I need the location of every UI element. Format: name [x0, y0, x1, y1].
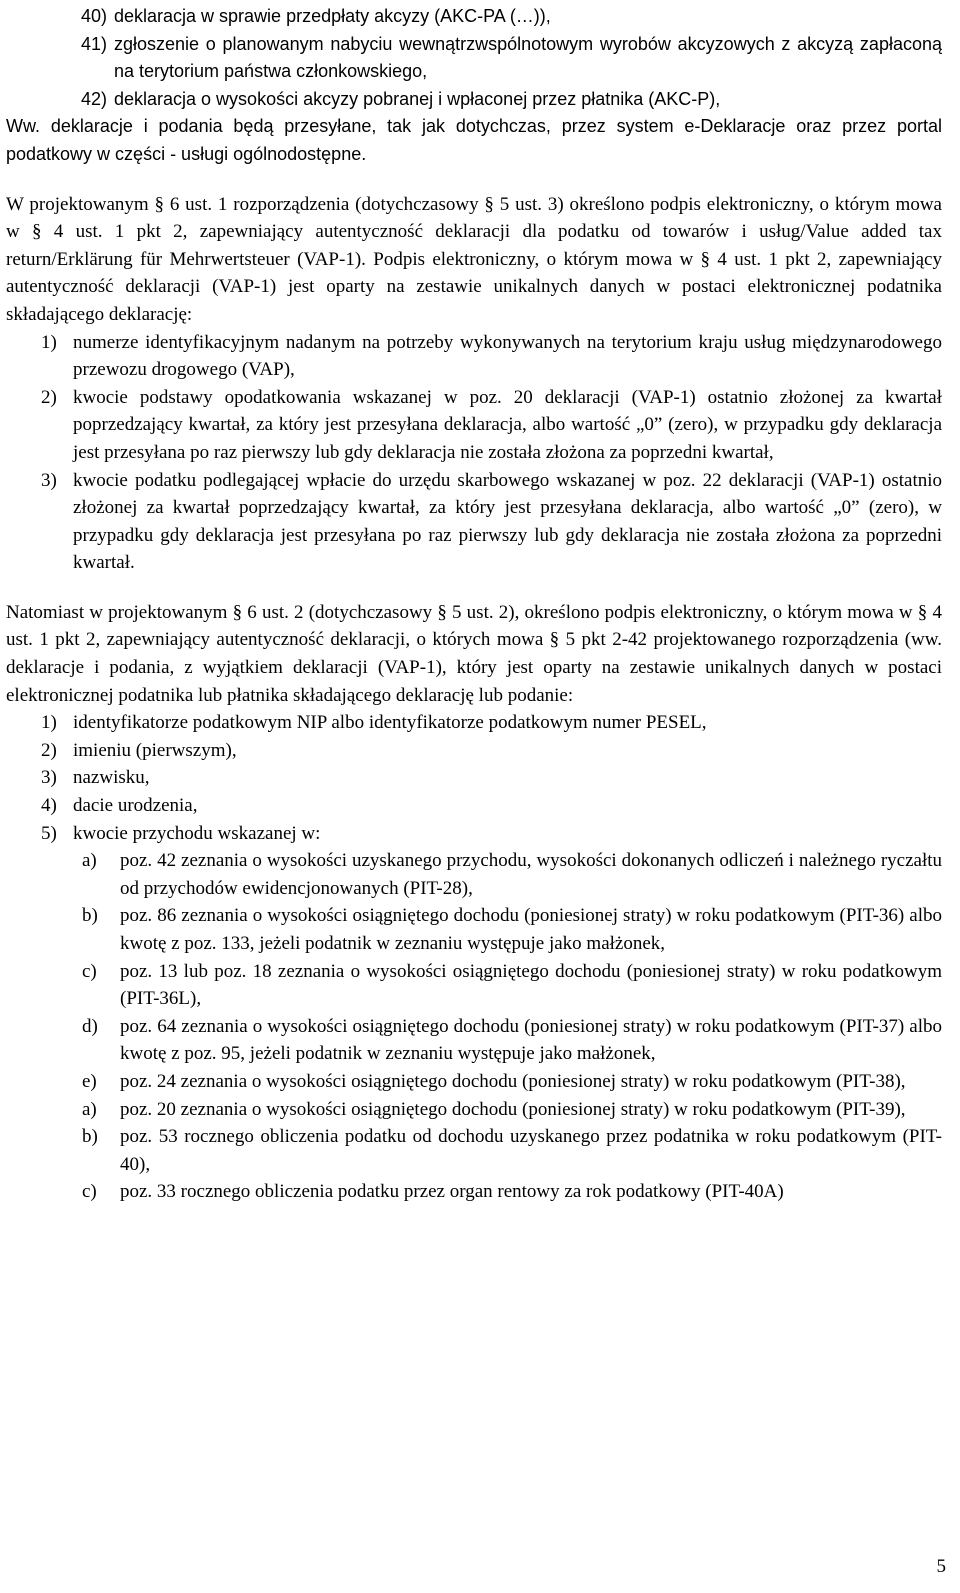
sub-list-item-letter: a): [82, 1098, 97, 1120]
list-item-number: 3): [41, 469, 57, 491]
list-item-text: deklaracja o wysokości akcyzy pobranej i wpłaconej przez płatnika (AKC-P),: [114, 88, 721, 109]
sub-list-item-text: poz. 42 zeznania o wysokości uzyskanego przychodu, wysokości dokonanych odliczeń i należnego ryczałtu od przychodów ewidencjonowanych (PIT-28),: [120, 850, 942, 899]
list-item-text: kwocie podstawy opodatkowania wskazanej w poz. 20 deklaracji (VAP-1) ostatnio złożonej za kwartał poprzedzający kwartał, za który jest przesyłana deklaracja, albo wartość „0” (zero), w przypadku gdy deklaracja jest przesyłana po raz pierwszy lub gdy deklaracja nie została złożona za poprzedni kwartał,: [73, 386, 942, 463]
list-item-number: 42): [81, 88, 108, 109]
list-item: [41, 384, 942, 467]
sub-list-item-text: poz. 53 rocznego obliczenia podatku od dochodu uzyskanego przez podatnika w roku podatkowym (PIT-40),: [120, 1126, 942, 1175]
list-item-number: 5): [41, 822, 57, 844]
sub-list-item-text: poz. 20 zeznania o wysokości osiągniętego dochodu (poniesionej straty) w roku podatkowym (PIT-39),: [120, 1098, 906, 1120]
sub-list-item-letter: e): [82, 1070, 97, 1092]
list-item-number: 1): [41, 712, 57, 734]
sub-list-item-text: poz. 64 zeznania o wysokości osiągniętego dochodu (poniesionej straty) w roku podatkowym (PIT-37) albo kwotę z poz. 95, jeżeli podatnik w zeznaniu występuje jako małżonek,: [120, 1015, 942, 1065]
sub-list-item-letter: d): [82, 1015, 98, 1037]
list-item: [81, 86, 942, 114]
list-item-text: zgłoszenie o planowanym nabyciu wewnątrzwspólnotowym wyrobów akcyzowych z akcyzą zapłaconą na terytorium państwa członkowskiego,: [114, 33, 942, 82]
list-item-number: 4): [41, 795, 57, 817]
sub-list-item-text: poz. 13 lub poz. 18 zeznania o wysokości osiągniętego dochodu (poniesionej straty) w roku podatkowym (PIT-36L),: [120, 960, 942, 1010]
sub-list-item: [82, 1013, 942, 1068]
list-item-number: 2): [41, 739, 57, 761]
list-item: [41, 467, 942, 577]
sub-list-item: [82, 1068, 942, 1096]
sub-list-item-letter: c): [82, 1181, 97, 1203]
sub-list-item-text: poz. 24 zeznania o wysokości osiągniętego dochodu (poniesionej straty) w roku podatkowym (PIT-38),: [120, 1070, 906, 1092]
list-item-text: identyfikatorze podatkowym NIP albo identyfikatorze podatkowym numer PESEL,: [73, 712, 707, 734]
list-item: [41, 764, 942, 792]
list-item-text: nazwisku,: [73, 767, 150, 789]
list-item-number: 3): [41, 767, 57, 789]
sub-list-item: [82, 958, 942, 1013]
list-item-number: 2): [41, 386, 57, 408]
page-content: [6, 3, 942, 1206]
sub-list-item-letter: a): [82, 850, 97, 872]
list-item: [81, 3, 942, 31]
list-item-text: imieniu (pierwszym),: [73, 739, 237, 761]
sub-list-item-letter: b): [82, 1126, 98, 1148]
list-item-text: numerze identyfikacyjnym nadanym na potrzeby wykonywanych na terytorium kraju usług międzynarodowego przewozu drogowego (VAP),: [73, 331, 942, 381]
list-item: [41, 820, 942, 848]
list-item-text: kwocie przychodu wskazanej w:: [73, 822, 321, 844]
sub-list-item-letter: b): [82, 905, 98, 927]
list-item-number: 41): [81, 33, 108, 54]
list-item: [41, 709, 942, 737]
list-item: [41, 737, 942, 765]
sub-list-item: [82, 1096, 942, 1124]
list-item-number: 40): [81, 6, 108, 26]
list-item: [41, 792, 942, 820]
section2-paragraph: Natomiast w projektowanym § 6 ust. 2 (dotychczasowy § 5 ust. 2), określono podpis elektroniczny, o którym mowa w § 4 ust. 1 pkt 2, zapewniający autentyczność deklaracji, o których mowa § 5 pkt 2-42 projektowanego rozporządzenia (ww. deklaracje i podania, z wyjątkiem deklaracji (VAP-1), który jest oparty na zestawie unikalnych danych w postaci elektronicznej podatnika lub płatnika składającego deklarację lub podanie:: [6, 601, 942, 706]
list-item-text: dacie urodzenia,: [73, 795, 198, 817]
list-item-text: kwocie podatku podlegającej wpłacie do urzędu skarbowego wskazanej w poz. 22 deklaracji (VAP-1) ostatnio złożonej za kwartał poprzedzający kwartał, za który jest przesyłana deklaracja, albo wartość „0” (zero), w przypadku gdy deklaracja jest przesyłana po raz pierwszy lub gdy deklaracja nie została złożona za poprzedni kwartał.: [73, 469, 942, 574]
sub-list-item: [82, 847, 942, 902]
sub-list-item: [82, 902, 942, 957]
sub-list-item: [82, 1123, 942, 1178]
list-item-number: 1): [41, 331, 57, 353]
section1-paragraph: W projektowanym § 6 ust. 1 rozporządzenia (dotychczasowy § 5 ust. 3) określono podpis elektroniczny, o którym mowa w § 4 ust. 1 pkt 2, zapewniający autentyczność deklaracji dla podatku od towarów i usług/Value added tax return/Erklärung für Mehrwertsteuer (VAP-1). Podpis elektroniczny, o którym mowa w § 4 ust. 1 pkt 2, zapewniający autentyczność deklaracji (VAP-1) jest oparty na zestawie unikalnych danych w postaci elektronicznej podatnika składającego deklarację:: [6, 193, 942, 325]
sub-list-item: [82, 1178, 942, 1206]
sub-list-item-text: poz. 86 zeznania o wysokości osiągniętego dochodu (poniesionej straty) w roku podatkowym (PIT-36) albo kwotę z poz. 133, jeżeli podatnik w zeznaniu występuje jako małżonek,: [120, 905, 942, 954]
sub-list-item-letter: c): [82, 960, 97, 982]
ww-paragraph: Ww. deklaracje i podania będą przesyłane, tak jak dotychczas, przez system e-Deklaracje oraz przez portal podatkowy w części - usługi ogólnodostępne.: [6, 116, 942, 164]
list-item: [81, 31, 942, 86]
page-number: 5: [936, 1556, 946, 1577]
list-item: [41, 329, 942, 384]
sub-list-item-text: poz. 33 rocznego obliczenia podatku przez organ rentowy za rok podatkowy (PIT-40A): [120, 1181, 784, 1203]
list-item-text: deklaracja w sprawie przedpłaty akcyzy (AKC-PA (…)),: [114, 6, 551, 26]
